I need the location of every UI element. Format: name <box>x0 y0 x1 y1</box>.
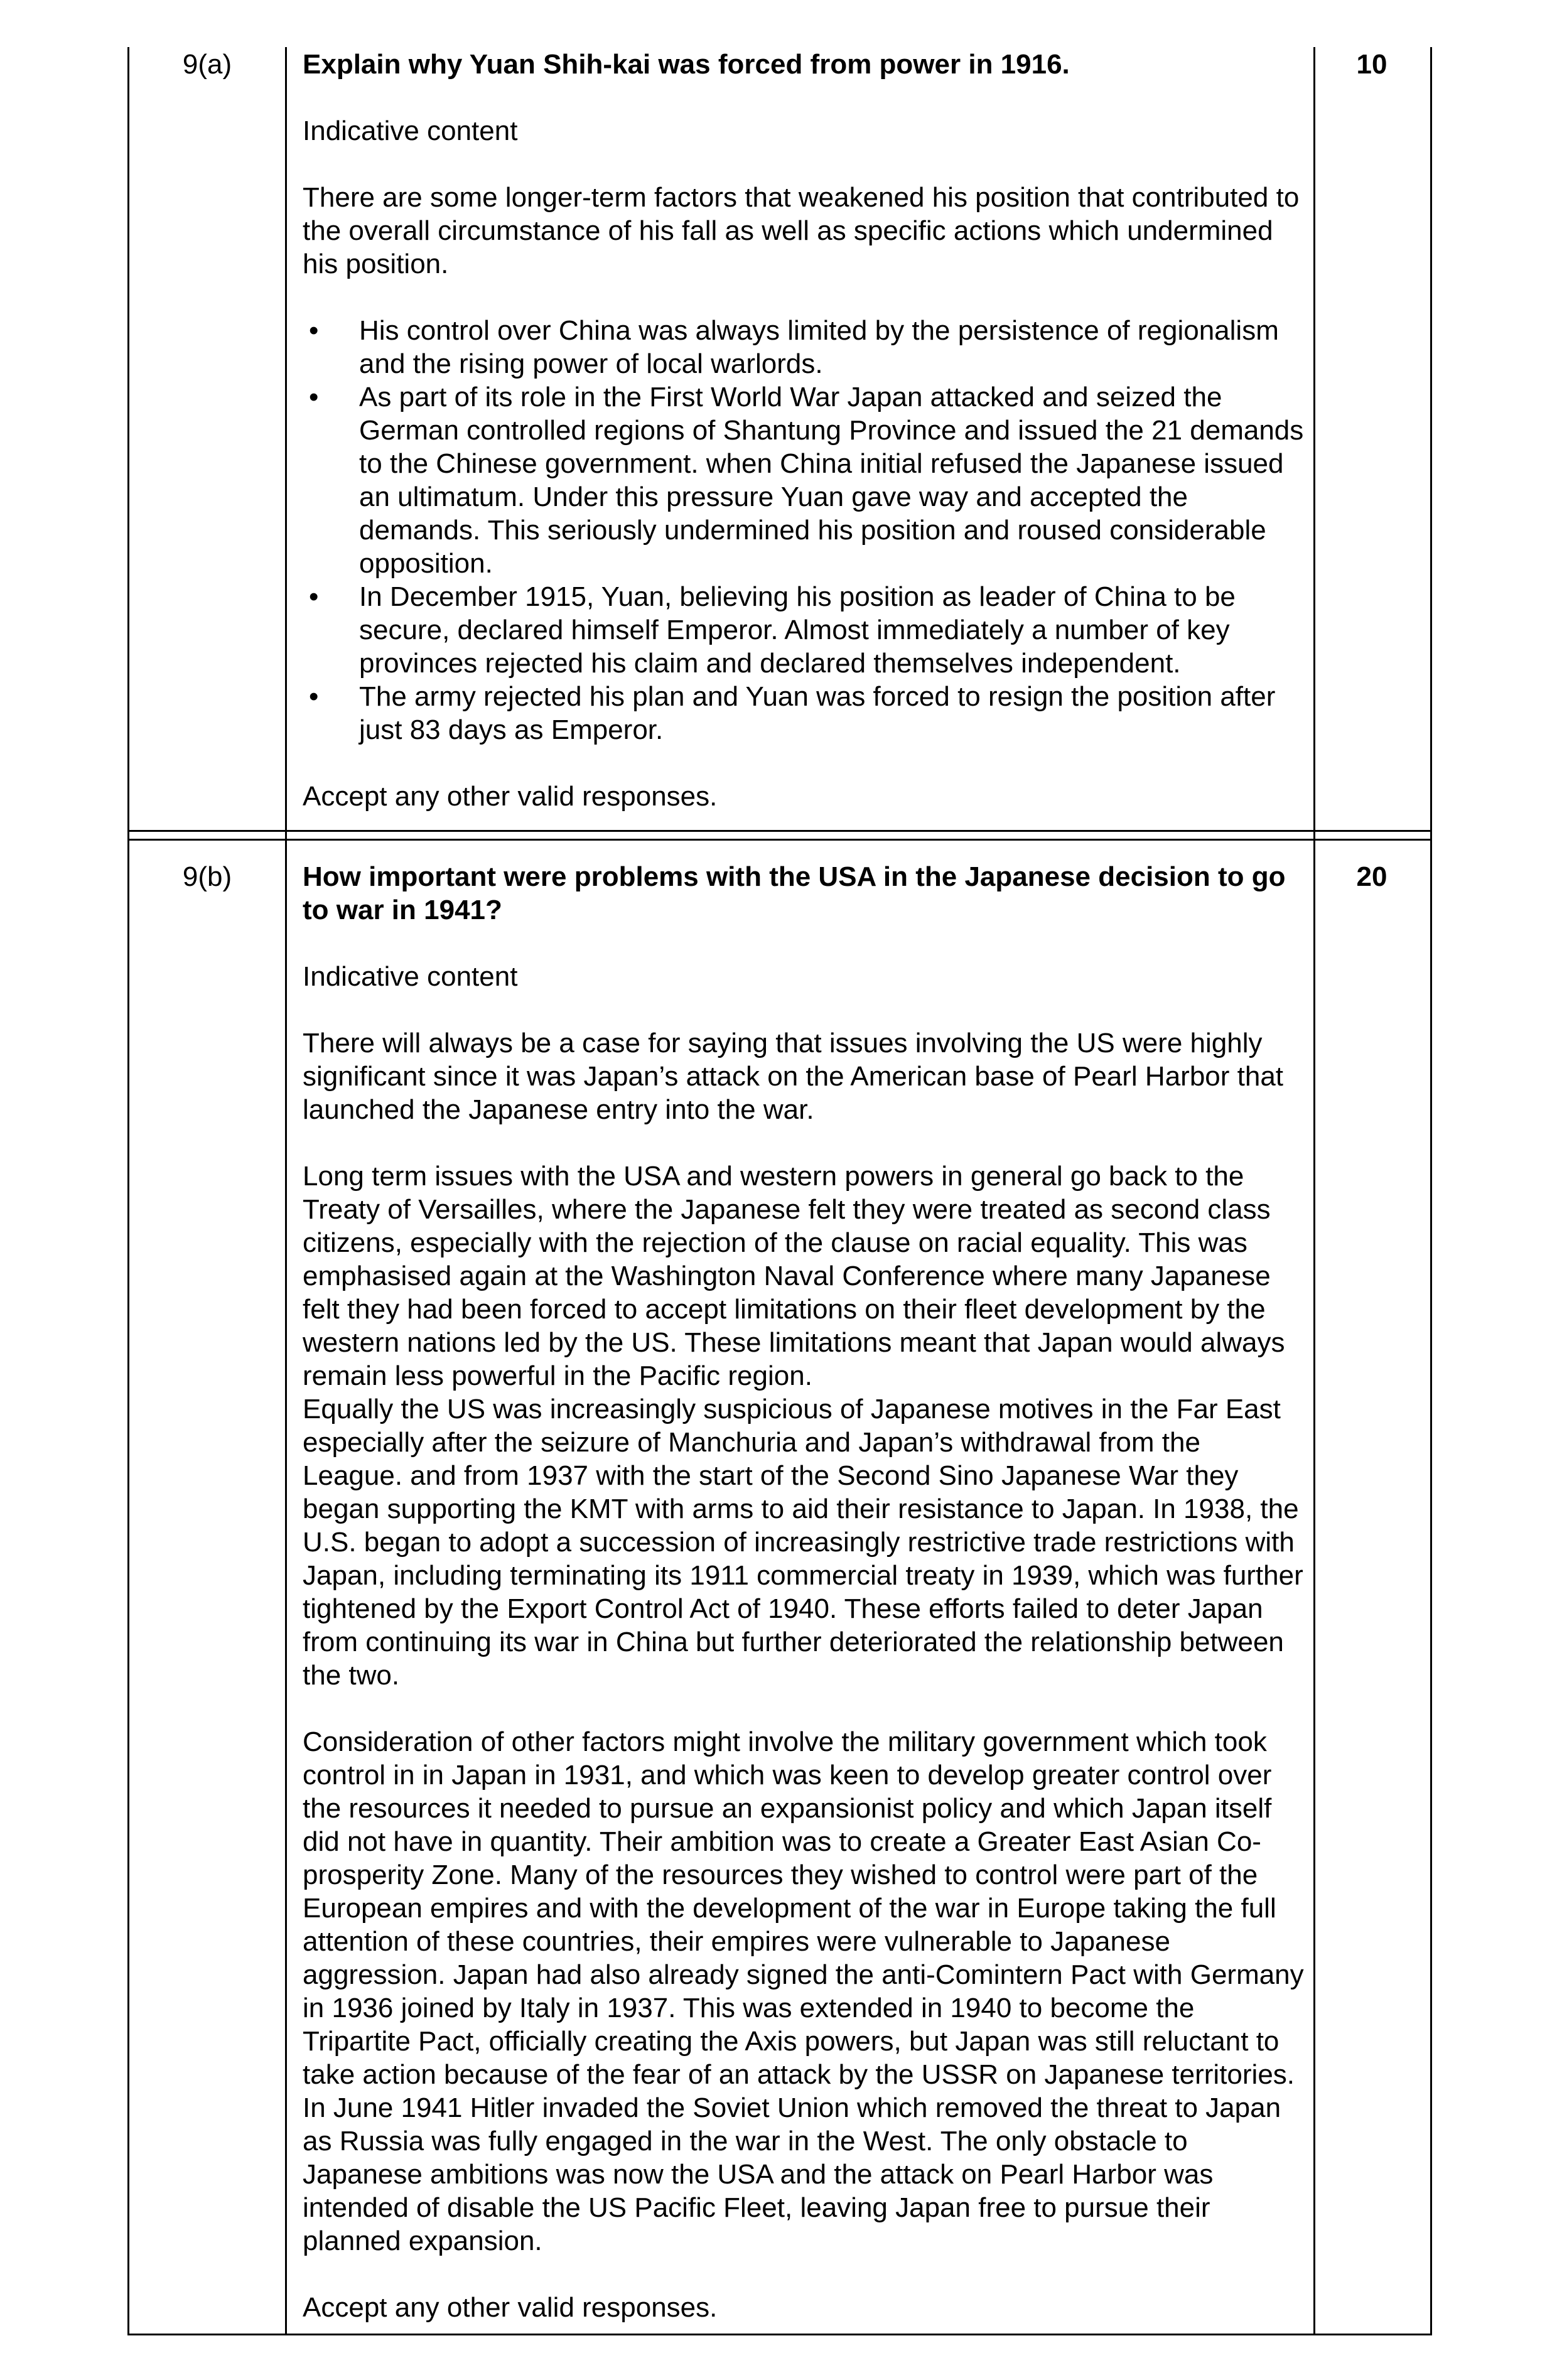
question-number: 9(a) <box>182 49 232 80</box>
row-separator-top <box>127 830 1432 832</box>
question-text: Explain why Yuan Shih-kai was forced from power in 1916. <box>303 49 1070 80</box>
indicative-content-label: Indicative content <box>303 961 518 992</box>
bullet-icon: • <box>309 581 319 612</box>
list-item <box>303 380 1307 580</box>
bullet-icon: • <box>309 681 319 712</box>
list-item <box>303 580 1307 680</box>
bullet-icon: • <box>309 382 319 412</box>
question-marks: 20 <box>1356 861 1387 892</box>
bullet-list <box>303 314 1307 746</box>
paragraph: There will always be a case for saying that issues involving the US were highly significant since it was Japan’s attack on the American base of Pearl Harbor that launched the Japanese entry into the war. <box>303 1028 1284 1125</box>
indicative-content-label: Indicative content <box>303 116 518 146</box>
row-separator-bottom <box>127 839 1432 841</box>
paragraph: Equally the US was increasingly suspicious of Japanese motives in the Far East especially after the seizure of Manchuria and Japan’s withdrawal from the League. and from 1937 with the start of the Second Sino Japanese War they began supporting the KMT with arms to aid their resistance to Japan. In 1938, the U.S. began to adopt a succession of increasingly restrictive trade restrictions with Japan, including terminating its 1911 commercial treaty in 1939, which was further tightened by the Export Control Act of 1940. These efforts failed to deter Japan from continuing its war in China but further deteriorated the relationship between the two. <box>303 1394 1303 1691</box>
intro-paragraph: There are some longer-term factors that weakened his position that contributed to the overall circumstance of his fall as well as specific actions which undermined his position. <box>303 182 1300 279</box>
list-item-text: The army rejected his plan and Yuan was forced to resign the position after just 83 days as Emperor. <box>359 681 1276 745</box>
closing-note: Accept any other valid responses. <box>303 781 718 812</box>
list-item-text: In December 1915, Yuan, believing his position as leader of China to be secure, declared himself Emperor. Almost immediately a number of key provinces rejected his claim and declared themselves independent. <box>359 581 1236 679</box>
table-right-border <box>1430 47 1432 2335</box>
list-item-text: His control over China was always limited by the persistence of regionalism and the rising power of local warlords. <box>359 315 1279 379</box>
table-bottom-border <box>127 2334 1432 2335</box>
question-text: How important were problems with the USA in the Japanese decision to go to war in 1941? <box>303 861 1286 925</box>
closing-note: Accept any other valid responses. <box>303 2292 718 2323</box>
answer-content <box>303 860 1307 2324</box>
table-left-border <box>127 47 129 2335</box>
question-number: 9(b) <box>182 861 232 892</box>
question-marks: 10 <box>1356 49 1387 80</box>
bullet-icon: • <box>309 315 319 346</box>
list-item <box>303 314 1307 380</box>
answer-content <box>303 48 1307 813</box>
paragraph: Consideration of other factors might involve the military government which took control in in Japan in 1931, and which was keen to develop greater control over the resources it needed to pursue an expansionist policy and which Japan itself did not have in quantity. Their ambition was to create a Greater East Asian Co-prosperity Zone. Many of the resources they wished to control were part of the European empires and with the development of the war in Europe taking the full attention of these countries, their empires were vulnerable to Japanese aggression. Japan had also already signed the anti-Comintern Pact with Germany in 1936 joined by Italy in 1937. This was extended in 1940 to become the Tripartite Pact, officially creating the Axis powers, but Japan was still reluctant to take action because of the fear of an attack by the USSR on Japanese territories. In June 1941 Hitler invaded the Soviet Union which removed the threat to Japan as Russia was fully engaged in the war in the West. The only obstacle to Japanese ambitions was now the USA and the attack on Pearl Harbor was intended of disable the US Pacific Fleet, leaving Japan free to pursue their planned expansion. <box>303 1726 1304 2256</box>
list-item-text: As part of its role in the First World War Japan attacked and seized the German controlled regions of Shantung Province and issued the 21 demands to the Chinese government. when China initial refused the Japanese issued an ultimatum. Under this pressure Yuan gave way and accepted the demands. This seriously undermined his position and roused considerable opposition. <box>359 382 1304 579</box>
column-divider-2 <box>1313 47 1315 2335</box>
list-item <box>303 680 1307 746</box>
column-divider-1 <box>285 47 287 2335</box>
paragraph: Long term issues with the USA and western powers in general go back to the Treaty of Versailles, where the Japanese felt they were treated as second class citizens, especially with the rejection of the clause on racial equality. This was emphasised again at the Washington Naval Conference where many Japanese felt they had been forced to accept limitations on their fleet development by the western nations led by the US. These limitations meant that Japan would always remain less powerful in the Pacific region. <box>303 1161 1285 1391</box>
